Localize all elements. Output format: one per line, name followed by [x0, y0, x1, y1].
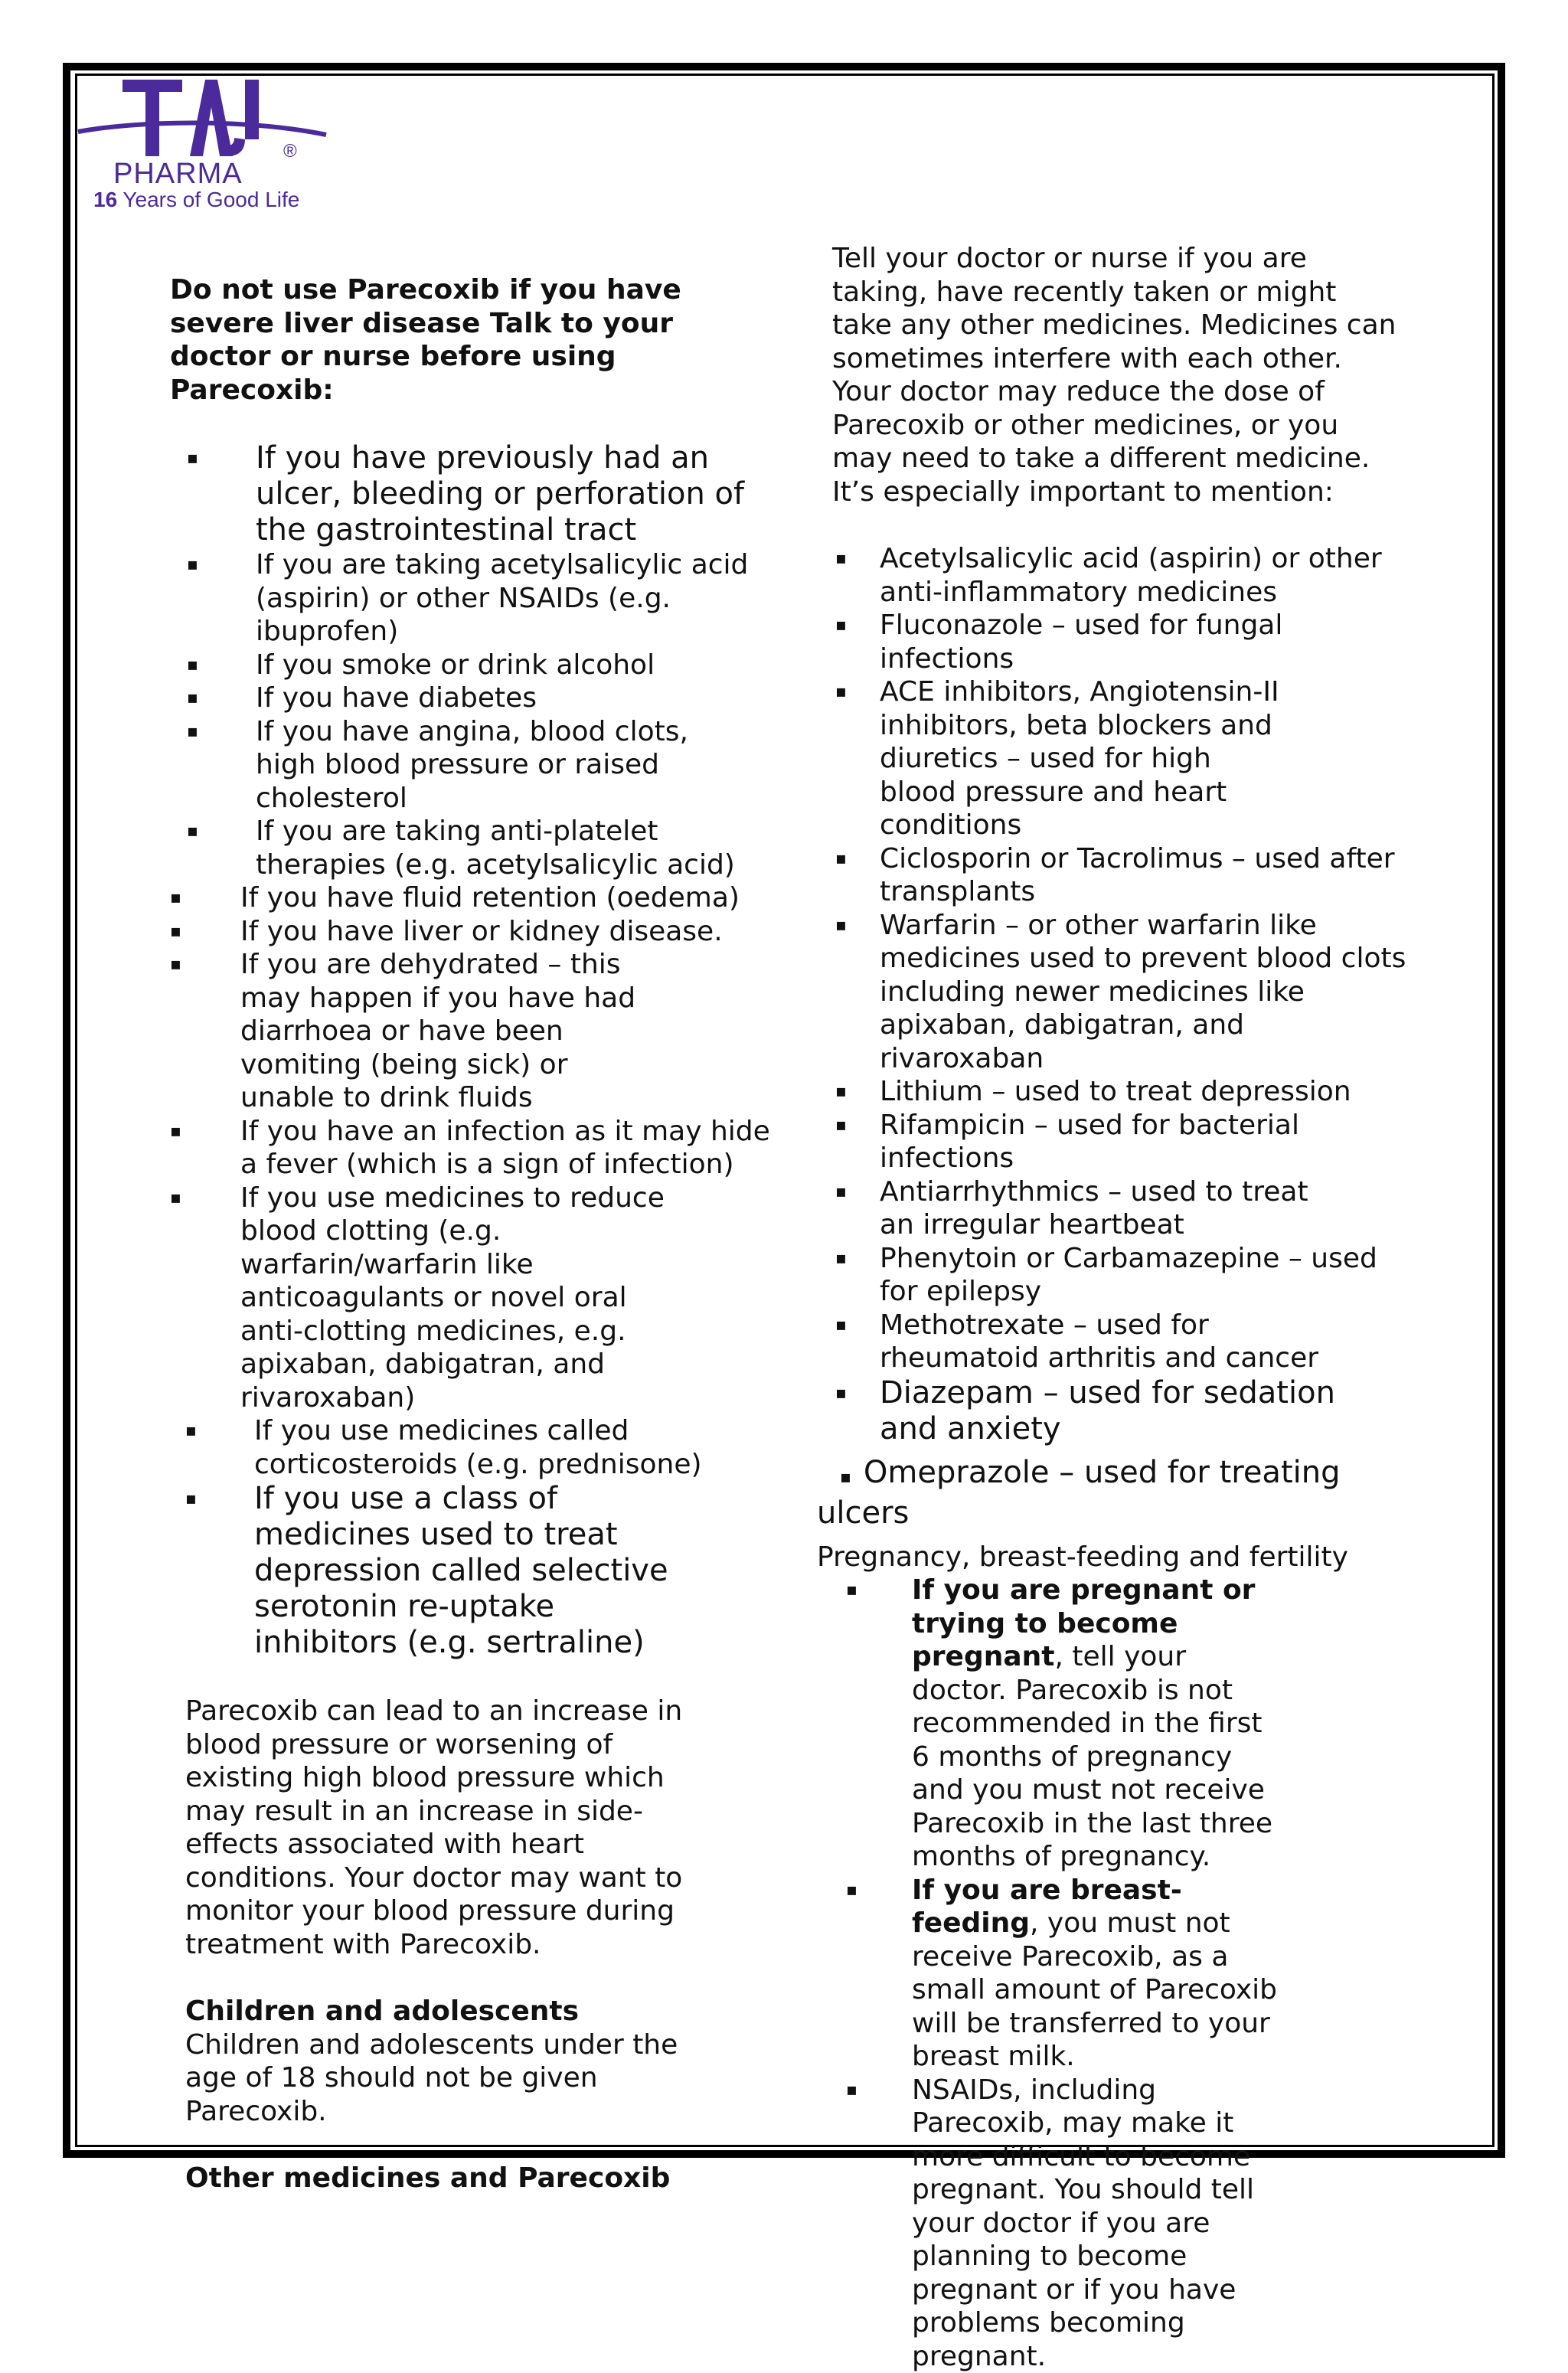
list-item: ▪ If you are taking acetylsalicylic acid (aspirin) or other NSAIDs (e.g. ibuprofen)	[256, 548, 752, 649]
list-item: ▪ Antiarrhythmics – used to treat an irregular heartbeat	[880, 1175, 1308, 1242]
list-item: ▪ If you have liver or kidney disease.	[240, 915, 776, 949]
bullet-icon: ▪	[835, 1375, 847, 1411]
bullet-icon: ▪	[185, 1481, 197, 1517]
taj-pharma-logo	[75, 77, 328, 214]
bullet-icon: ▪	[170, 1115, 181, 1149]
bullet-icon: ▪	[846, 1874, 858, 1907]
pregnancy-heading: Pregnancy, breast-feeding and fertility	[817, 1541, 1414, 1574]
pregnancy-list	[832, 1574, 1279, 2373]
children-heading: Children and adolescents	[170, 1995, 752, 2028]
list-item: ▪ Acetylsalicylic acid (aspirin) or other anti-inflammatory medicines	[880, 542, 1416, 609]
warning-list-a	[170, 440, 752, 881]
bullet-icon: ▪	[835, 609, 847, 642]
bullet-icon: ▪	[835, 1175, 847, 1209]
bullet-icon: ▪	[835, 842, 847, 876]
contraindication-heading: Do not use Parecoxib if you have severe liver disease Talk to your doctor or nurse before using Parecoxib:	[170, 273, 752, 407]
list-item: ▪ If you are taking anti-platelet therapies (e.g. acetylsalicylic acid)	[256, 815, 752, 881]
interactions-intro: Tell your doctor or nurse if you are taking, have recently taken or might take any other medicines. Medicines can sometimes interfere with each other. Your doctor may reduce the dose of Parecoxib or other medicines, or you may need to take a different medicine. It’s especially important to mention:	[832, 242, 1399, 508]
warning-list-c	[170, 1414, 752, 1661]
list-item: ▪ If you have angina, blood clots, high blood pressure or raised cholesterol	[256, 715, 752, 816]
bullet-icon: ▪	[187, 440, 198, 476]
bullet-icon: ▪	[170, 948, 181, 982]
list-item: ▪ Warfarin – or other warfarin like medicines used to prevent blood clots including newer medicines like apixaban, dabigatran, and rivaroxaban	[880, 909, 1416, 1076]
other-medicines-heading: Other medicines and Parecoxib	[170, 2162, 752, 2195]
list-item: ▪ Ciclosporin or Tacrolimus – used after transplants	[880, 842, 1416, 909]
bullet-icon: ▪	[835, 1309, 847, 1342]
blood-pressure-paragraph: Parecoxib can lead to an increase in blood pressure or worsening of existing high blood pressure which may result in an increase in side-effects associated with heart conditions. Your doctor may want to monitor your blood pressure during treatment with Parecoxib.	[170, 1695, 721, 1961]
warning-list-b	[170, 881, 776, 1414]
list-item: ▪ If you are breast-feeding, you must not receive Parecoxib, as a small amount of Parecoxib will be transferred to your breast milk.	[912, 1874, 1279, 2074]
list-item: ▪ Diazepam – used for sedation and anxiety	[880, 1375, 1354, 1447]
list-item: ▪ Fluconazole – used for fungal infections	[880, 609, 1416, 675]
bullet-icon: ▪	[170, 915, 181, 949]
bullet-icon: ▪	[840, 1468, 851, 1487]
bullet-icon: ▪	[187, 815, 198, 848]
bullet-icon: ▪	[835, 909, 847, 943]
list-item: ▪ If you have diabetes	[256, 682, 752, 715]
list-item: ▪ ACE inhibitors, Angiotensin-II inhibitors, beta blockers and diuretics – used for high blood pressure and heart conditions	[880, 675, 1293, 842]
bullet-icon: ▪	[835, 1242, 847, 1276]
list-item: ▪ Lithium – used to treat depression	[880, 1075, 1416, 1109]
bullet-icon: ▪	[835, 675, 847, 709]
list-item: ▪ If you have fluid retention (oedema)	[240, 881, 776, 915]
bullet-icon: ▪	[187, 715, 198, 749]
bullet-icon: ▪	[835, 1075, 847, 1109]
bullet-icon: ▪	[187, 649, 198, 682]
interacting-medicines-list	[832, 542, 1416, 1447]
bullet-icon: ▪	[835, 542, 847, 576]
list-item: ▪ If you have an infection as it may hide a fever (which is a sign of infection)	[240, 1115, 776, 1182]
registered-mark: ®	[283, 141, 297, 162]
list-item: ▪ If you use medicines to reduce blood clotting (e.g. warfarin/warfarin like anticoagulants or novel oral anti-clotting medicines, e.g. apixaban, dabigatran, and rivaroxaban)	[240, 1182, 684, 1415]
list-item: ▪ NSAIDs, including Parecoxib, may make it more difficult to become pregnant. You should tell your doctor if you are planning to become pregnant or if you have problems becoming pregnant.	[912, 2074, 1279, 2373]
list-item: ▪ Rifampicin – used for bacterial infections	[880, 1109, 1308, 1175]
bullet-icon: ▪	[846, 1574, 858, 1607]
tagline-number: 16	[93, 188, 117, 211]
logo-tagline	[93, 188, 299, 212]
left-column	[170, 273, 752, 2195]
list-item: ▪ If you use a class of medicines used to treat depression called selective serotonin re-uptake inhibitors (e.g. sertraline)	[254, 1481, 683, 1661]
right-column	[832, 242, 1414, 2373]
bullet-icon: ▪	[835, 1109, 847, 1142]
bullet-icon: ▪	[170, 1182, 181, 1215]
bullet-icon: ▪	[846, 2074, 858, 2107]
bullet-icon: ▪	[187, 682, 198, 715]
bullet-icon: ▪	[185, 1414, 197, 1448]
list-item: ▪ Phenytoin or Carbamazepine – used for epilepsy	[880, 1242, 1416, 1309]
list-item: ▪ If you smoke or drink alcohol	[256, 649, 752, 682]
list-item: ▪ If you have previously had an ulcer, bleeding or perforation of the gastrointestinal tract	[256, 440, 752, 548]
bullet-icon: ▪	[187, 548, 198, 582]
tagline-text: Years of Good Life	[117, 188, 299, 211]
children-text: Children and adolescents under the age of 18 should not be given Parecoxib.	[170, 2028, 737, 2129]
omeprazole-item: ▪ Omeprazole – used for treating ulcers	[817, 1455, 1353, 1531]
list-item: ▪ If you are dehydrated – this may happen if you have had diarrhoea or have been vomiting (being sick) or unable to drink fluids	[240, 948, 654, 1115]
list-item: ▪ Methotrexate – used for rheumatoid arthritis and cancer	[880, 1309, 1354, 1375]
bullet-icon: ▪	[170, 881, 181, 915]
list-item: ▪ If you are pregnant or trying to become pregnant, tell your doctor. Parecoxib is not recommended in the first 6 months of pregnancy and you must not receive Parecoxib in the last three months of pregnancy.	[912, 1574, 1279, 1874]
logo-pharma-text: PHARMA	[113, 158, 243, 191]
list-item: ▪ If you use medicines called corticosteroids (e.g. prednisone)	[254, 1414, 752, 1481]
